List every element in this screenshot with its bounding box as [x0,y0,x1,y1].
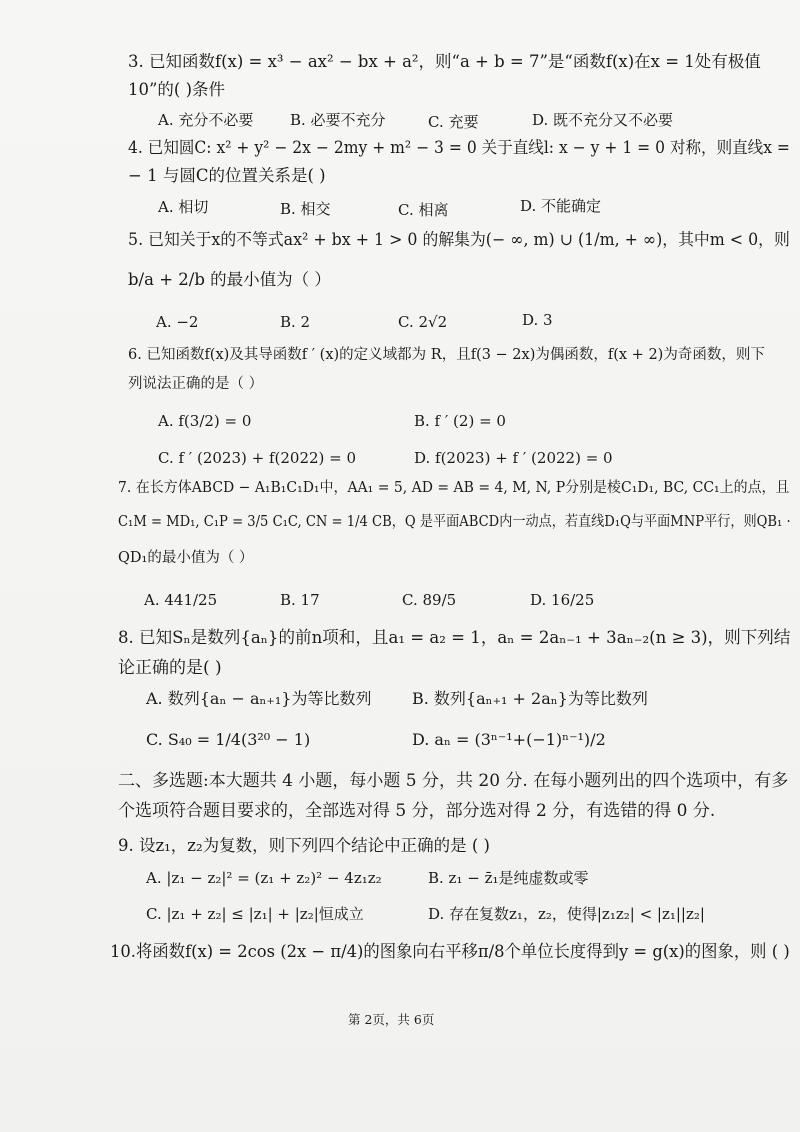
q4-option-a: A. 相切 [158,198,209,216]
q9-stem-line1: 9. 设z₁，z₂为复数，则下列四个结论中正确的是 ( ) [118,836,490,855]
q9-option-a: A. |z₁ − z₂|² = (z₁ + z₂)² − 4z₁z₂ [146,869,382,887]
q3-stem-line2: 10”的( )条件 [128,80,226,99]
section2-instructions-line1: 二、多选题:本大题共 4 小题，每小题 5 分，共 20 分. 在每小题列出的四个选项中，有多 [118,771,789,791]
q7-stem-line2: C₁M = MD₁, C₁P = 3/5 C₁C, CN = 1/4 CB，Q 是平面ABCD内一动点，若直线D₁Q与平面MNP平行，则QB₁ · [118,514,791,530]
q4-stem-line2: − 1 与圆C的位置关系是( ) [128,166,326,185]
q6-stem-line2: 列说法正确的是（ ） [128,376,264,392]
q6-option-d: D. f(2023) + f ′ (2022) = 0 [414,449,613,467]
q7-option-a: A. 441/25 [144,591,218,609]
q9-option-b: B. z₁ − z̄₁是纯虚数或零 [428,869,589,887]
page-footer: 第 2页，共 6页 [348,1012,435,1027]
q6-stem-line1: 6. 已知函数f(x)及其导函数f ′ (x)的定义域都为 R，且f(3 − 2x)为偶函数，f(x + 2)为奇函数，则下 [128,347,765,363]
q4-option-d: D. 不能确定 [520,197,602,215]
q8-option-a: A. 数列{aₙ − aₙ₊₁}为等比数列 [146,689,372,708]
q7-option-b: B. 17 [280,591,320,609]
q5-stem-line2: b/a + 2/b 的最小值为（ ） [128,270,331,289]
q9-option-d: D. 存在复数z₁，z₂，使得|z₁z₂| < |z₁||z₂| [428,905,705,923]
q3-option-b: B. 必要不充分 [290,111,386,129]
q8-option-d: D. aₙ = (3ⁿ⁻¹+(−1)ⁿ⁻¹)/2 [412,730,606,749]
q7-stem-line3: QD₁的最小值为（ ） [118,550,254,566]
q8-option-b: B. 数列{aₙ₊₁ + 2aₙ}为等比数列 [412,689,648,708]
q7-option-c: C. 89/5 [402,591,457,609]
q5-stem-line1: 5. 已知关于x的不等式ax² + bx + 1 > 0 的解集为(− ∞, m) ∪ (1/m, + ∞)，其中m < 0，则 [128,230,790,249]
q5-option-c: C. 2√2 [398,313,448,331]
q6-option-b: B. f ′ (2) = 0 [414,412,506,430]
q7-option-d: D. 16/25 [530,591,595,609]
q3-stem-line1: 3. 已知函数f(x) = x³ − ax² − bx + a²，则“a + b = 7”是“函数f(x)在x = 1处有极值 [128,52,761,71]
q4-option-b: B. 相交 [280,200,331,218]
q6-option-c: C. f ′ (2023) + f(2022) = 0 [158,449,357,467]
q4-option-c: C. 相离 [398,201,449,219]
q8-stem-line2: 论正确的是( ) [118,658,222,678]
q9-option-c: C. |z₁ + z₂| ≤ |z₁| + |z₂|恒成立 [146,905,364,923]
q4-stem-line1: 4. 已知圆C: x² + y² − 2x − 2my + m² − 3 = 0 关于直线l: x − y + 1 = 0 对称，则直线x = [128,138,790,157]
q3-option-a: A. 充分不必要 [158,111,254,129]
q7-stem-line1: 7. 在长方体ABCD − A₁B₁C₁D₁中，AA₁ = 5, AD = AB = 4, M, N, P分别是棱C₁D₁, BC, CC₁上的点，且 [118,480,790,496]
q5-option-b: B. 2 [280,313,311,331]
q8-stem-line1: 8. 已知Sₙ是数列{aₙ}的前n项和，且a₁ = a₂ = 1，aₙ = 2aₙ₋₁ + 3aₙ₋₂(n ≥ 3)，则下列结 [118,628,791,648]
section2-instructions-line2: 个选项符合题目要求的，全部选对得 5 分，部分选对得 2 分，有选错的得 0 分. [118,801,716,821]
q5-option-d: D. 3 [522,311,553,329]
q6-option-a: A. f(3/2) = 0 [158,412,252,430]
q8-option-c: C. S₄₀ = 1/4(3²⁰ − 1) [146,730,311,749]
q3-option-c: C. 充要 [428,113,479,131]
q10-stem-line1: 10.将函数f(x) = 2cos (2x − π/4)的图象向右平移π/8个单位长度得到y = g(x)的图象，则 ( ) [110,942,790,962]
q5-option-a: A. −2 [156,313,199,331]
q3-option-d: D. 既不充分又不必要 [532,111,674,129]
